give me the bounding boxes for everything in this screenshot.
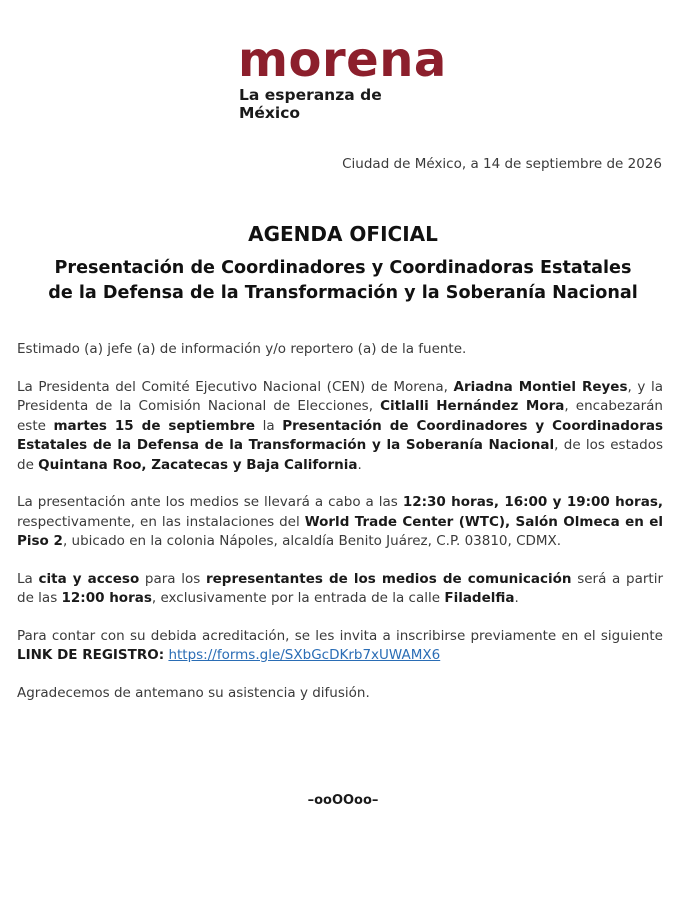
registration-link[interactable]: https://forms.gle/SXbGcDKrb7xUWAMX6 xyxy=(168,647,441,663)
event-venue: World Trade Center (WTC), Salón Olmeca en el Piso 2 xyxy=(17,513,664,549)
subtitle-line-1: Presentación de Coordinadores y Coordinadoras Estatales xyxy=(54,258,632,278)
logo-wordmark: morena xyxy=(238,32,447,88)
bold-run: cita y acceso xyxy=(38,570,140,587)
registration-paragraph xyxy=(17,627,663,666)
access-time: 12:00 horas xyxy=(61,590,152,606)
logo-tagline: La esperanza de México xyxy=(239,86,382,122)
document-body xyxy=(17,340,663,721)
text-run: La Presidenta del Comité Ejecutivo Nacional (CEN) de Morena, xyxy=(17,378,454,395)
event-name: Presentación de Coordinadores y Coordinadoras Estatales de la Defensa de la Transformación y la Soberanía Nacional xyxy=(17,417,664,453)
text-run: , de los estados de xyxy=(17,437,664,473)
text-run: , y la Presidenta de la Comisión Nacional de Elecciones, xyxy=(17,378,663,414)
registration-label: LINK DE REGISTRO: xyxy=(17,647,165,663)
text-run: la xyxy=(255,417,283,434)
schedule-paragraph xyxy=(17,493,663,552)
event-date: martes 15 de septiembre xyxy=(53,417,256,434)
text-run: será a partir de las xyxy=(17,570,663,606)
text-run: , ubicado en la colonia Nápoles, alcaldía Benito Juárez, C.P. 03810, CDMX. xyxy=(62,533,562,549)
thanks-paragraph: Agradecemos de antemano su asistencia y difusión. xyxy=(17,684,370,701)
text-run: La presentación ante los medios se llevará a cabo a las xyxy=(17,494,403,510)
text-run: , exclusivamente por la entrada de la calle xyxy=(151,590,445,606)
date-line: Ciudad de México, a 14 de septiembre de 2026 xyxy=(342,156,662,172)
text-run: para los xyxy=(139,570,206,587)
access-street: Filadelfia xyxy=(444,590,515,606)
event-times: 12:30 horas, 16:00 y 19:00 horas, xyxy=(402,494,663,510)
morena-logo xyxy=(238,32,448,122)
text-run: . xyxy=(357,456,362,473)
text-run: , encabezarán este xyxy=(17,398,663,434)
access-paragraph xyxy=(17,570,663,609)
document-title: AGENDA OFICIAL xyxy=(248,222,438,246)
event-states: Quintana Roo, Zacatecas y Baja California xyxy=(38,456,358,473)
closing-ornament: –ooOOoo– xyxy=(307,793,379,808)
subtitle-line-2: de la Defensa de la Transformación y la Soberanía Nacional xyxy=(48,283,638,303)
document-subtitle xyxy=(10,256,676,306)
text-run: respectivamente, en las instalaciones del xyxy=(17,513,305,530)
text-run: Para contar con su debida acreditación, se les invita a inscribirse previamente en el siguiente xyxy=(17,627,663,644)
text-run: La xyxy=(17,570,39,587)
bold-run: representantes de los medios de comunicación xyxy=(205,570,572,587)
announcement-paragraph xyxy=(17,378,663,476)
presidenta-cen-name: Ariadna Montiel Reyes xyxy=(453,378,628,395)
presidenta-cne-name: Citlalli Hernández Mora xyxy=(380,398,565,414)
greeting-paragraph: Estimado (a) jefe (a) de información y/o reportero (a) de la fuente. xyxy=(17,341,467,357)
text-run: . xyxy=(514,590,519,606)
